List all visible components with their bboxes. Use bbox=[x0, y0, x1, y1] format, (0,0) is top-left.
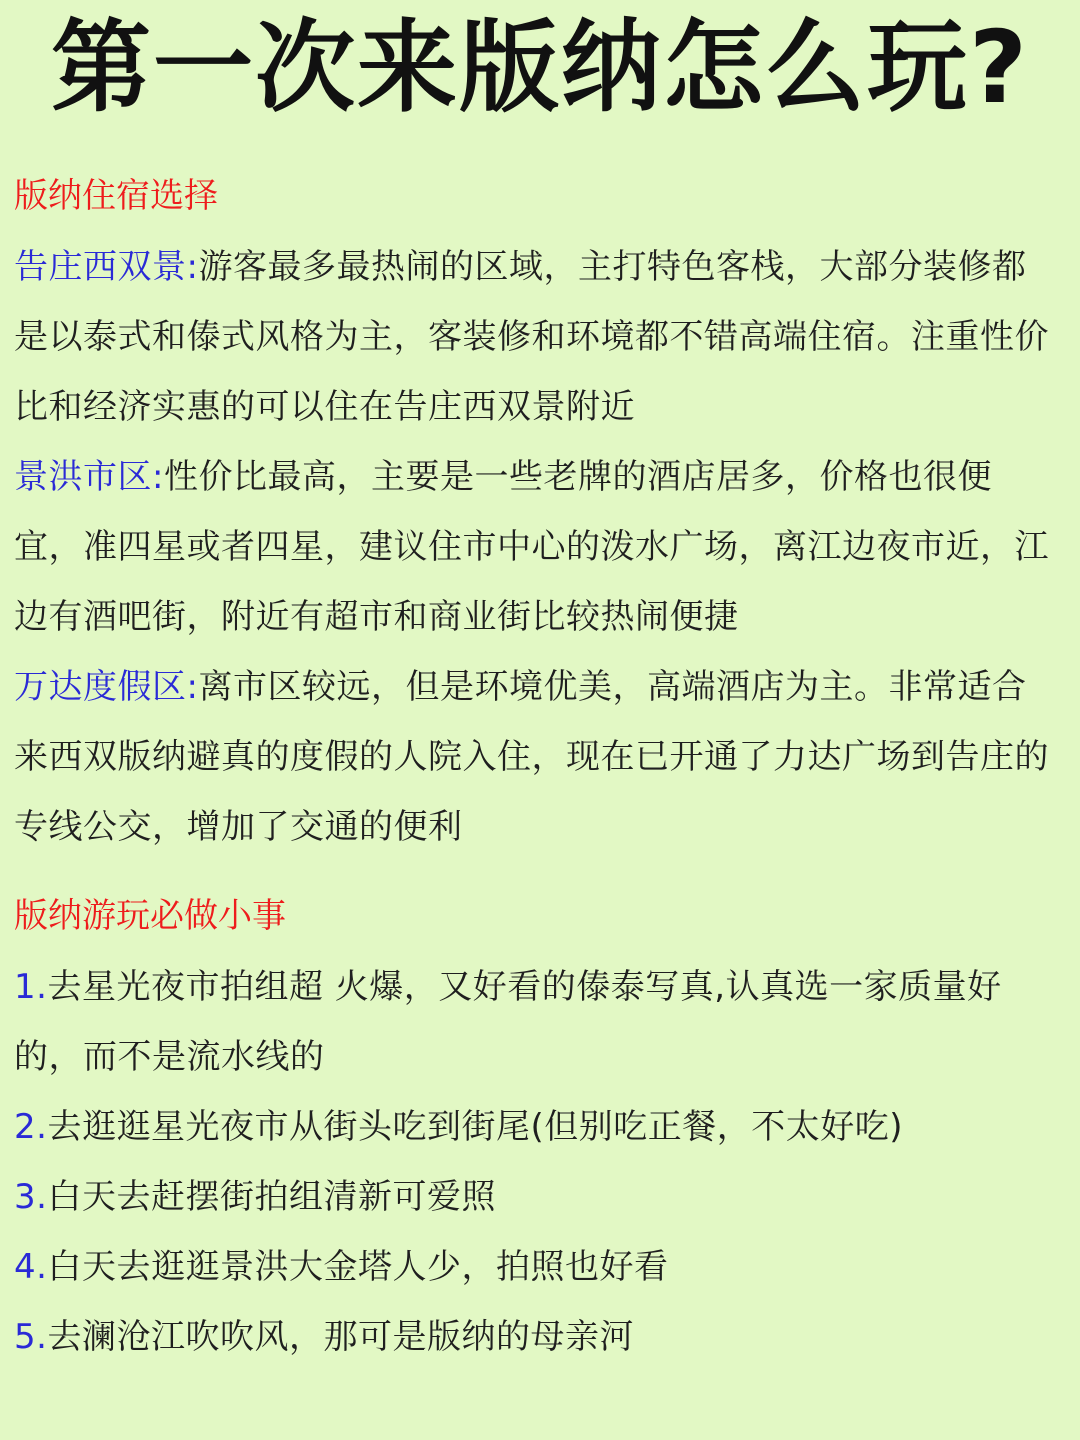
activity-text: 去逛逛星光夜市从街头吃到街尾(但别吃正餐，不太好吃) bbox=[47, 1107, 903, 1147]
activity-item bbox=[14, 1162, 1064, 1232]
page-title: 第一次来版纳怎么玩? bbox=[50, 9, 1029, 126]
activities-heading: 版纳游玩必做小事 bbox=[14, 896, 286, 936]
activity-item bbox=[14, 1092, 1064, 1162]
activity-text: 去星光夜市拍组超 火爆，又好看的傣泰写真,认真选一家质量好的，而不是流水线的 bbox=[14, 967, 1002, 1077]
lodging-heading: 版纳住宿选择 bbox=[14, 176, 218, 216]
lodging-entry-label: 告庄西双景: bbox=[14, 247, 199, 287]
activity-item bbox=[14, 1302, 1064, 1372]
lodging-entry-text: 离市区较远，但是环境优美，高端酒店为主。非常适合来西双版纳避真的度假的人院入住，现在已开通了力达广场到告庄的专线公交，增加了交通的便利 bbox=[14, 667, 1049, 847]
lodging-entry-label: 万达度假区: bbox=[14, 667, 199, 707]
activity-number: 4. bbox=[14, 1247, 48, 1287]
activity-text: 白天去赶摆街拍组清新可爱照 bbox=[47, 1177, 496, 1217]
activity-item bbox=[14, 1232, 1064, 1302]
activity-number: 3. bbox=[14, 1177, 48, 1217]
lodging-entry-jinghong bbox=[14, 442, 1054, 652]
lodging-entry-text: 游客最多最热闹的区域，主打特色客栈，大部分装修都是以泰式和傣式风格为主，客装修和环境都不错高端住宿。注重性价比和经济实惠的可以住在告庄西双景附近 bbox=[14, 247, 1049, 427]
activity-number: 5. bbox=[14, 1317, 48, 1357]
lodging-entry-gaozhuang bbox=[14, 232, 1054, 442]
activity-number: 1. bbox=[14, 967, 48, 1007]
activity-text: 去澜沧江吹吹风，那可是版纳的母亲河 bbox=[47, 1317, 634, 1357]
lodging-entry-wanda bbox=[14, 652, 1054, 862]
activity-item bbox=[14, 952, 1064, 1092]
activity-number: 2. bbox=[14, 1107, 48, 1147]
lodging-entry-label: 景洪市区: bbox=[14, 457, 164, 497]
activity-text: 白天去逛逛景洪大金塔人少，拍照也好看 bbox=[47, 1247, 669, 1287]
lodging-entry-text: 性价比最高，主要是一些老牌的酒店居多，价格也很便宜，准四星或者四星，建议住市中心的泼水广场，离江边夜市近，江边有酒吧街，附近有超市和商业街比较热闹便捷 bbox=[14, 457, 1049, 637]
